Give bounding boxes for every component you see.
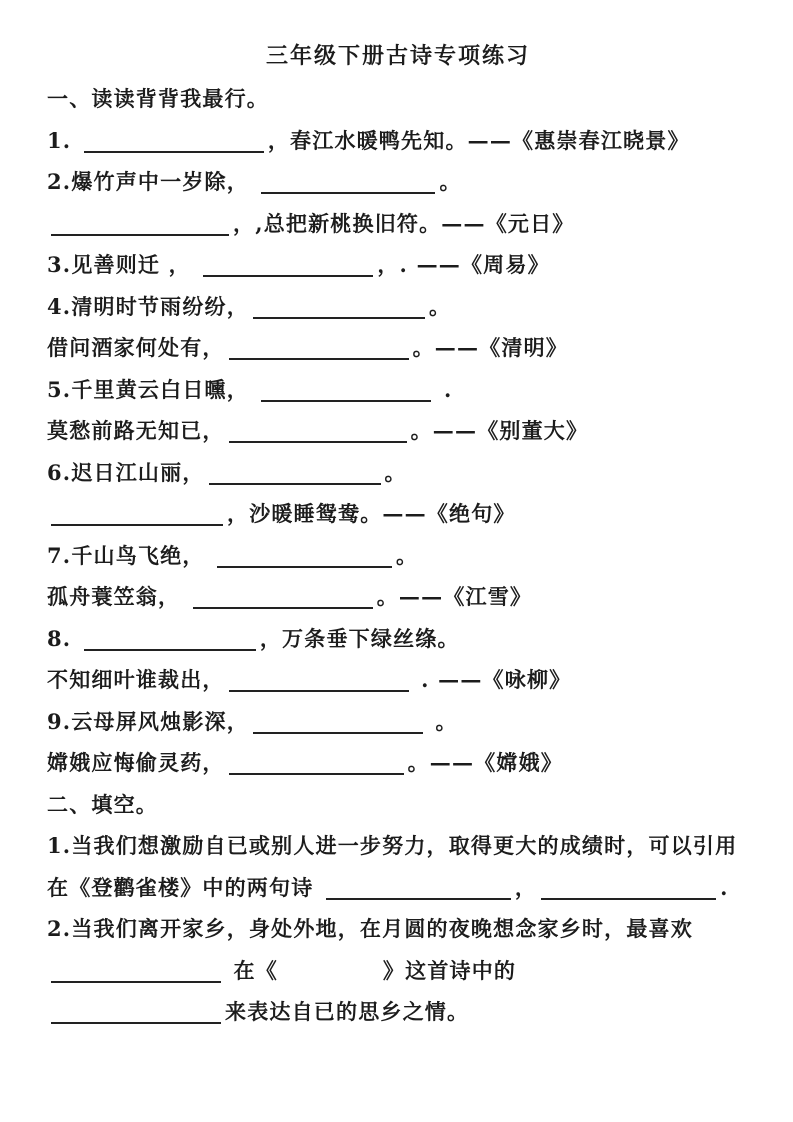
s1-q2-line1	[47, 161, 749, 203]
s1-q4-line2-text-0: 借问酒家何处有，	[47, 335, 225, 360]
s1-q8-line2-text-2: . ——《咏柳》	[412, 667, 572, 692]
blank-line	[203, 273, 373, 277]
s1-q6-line1	[47, 452, 749, 494]
s1-q6-line1-text-0: 6.迟日江山丽，	[47, 459, 205, 485]
section2-heading-text-0: 二、填空。	[47, 791, 158, 817]
blank-line	[541, 896, 716, 900]
blank-line	[229, 439, 407, 443]
s2-q1-line1	[47, 825, 749, 867]
s1-q7-line2	[47, 576, 749, 618]
s2-q1-line2	[47, 867, 749, 909]
s2-q2-line1	[47, 908, 749, 950]
s1-q7-line1	[47, 535, 749, 577]
s1-q5-line1-text-0: 5.千里黄云白日曛，	[47, 376, 258, 402]
blank-line	[326, 896, 511, 900]
s1-q4-line2	[47, 327, 749, 369]
blank-line	[51, 979, 221, 983]
s1-q9-line2	[47, 742, 749, 784]
s1-q1-text-2: ，春江水暖鸭先知。——《惠崇春江晓景》	[267, 127, 690, 153]
s2-q1-line1-text-0: 1.当我们想激励自已或别人进一步努力，取得更大的成绩时，可以引用	[47, 833, 738, 858]
blank-line	[51, 522, 223, 526]
blank-line	[51, 232, 229, 236]
blank-line	[229, 771, 404, 775]
s1-q9-line1	[47, 701, 749, 743]
s1-q9-line1-text-2: 。	[426, 708, 458, 734]
s1-q2-line1-text-0: 2.爆竹声中一岁除，	[47, 169, 258, 194]
blank-line	[84, 149, 264, 153]
s1-q1	[47, 120, 749, 162]
s1-q8-line2-text-0: 不知细叶谁裁出，	[47, 667, 225, 692]
blank-line	[253, 315, 425, 319]
s1-q3	[47, 244, 749, 286]
worksheet-lines	[47, 78, 749, 1033]
s1-q2-line1-text-2: 。	[439, 169, 462, 194]
s1-q5-line2-text-0: 莫愁前路无知已，	[47, 418, 225, 443]
s1-q4-line1	[47, 286, 749, 328]
s1-q5-line2-text-2: 。——《别董大》	[410, 418, 589, 443]
blank-line	[229, 356, 409, 360]
section1-heading	[47, 78, 749, 120]
s1-q4-line1-text-2: 。	[428, 293, 452, 319]
s1-q6-line1-text-2: 。	[384, 459, 407, 485]
s1-q6-line2-text-1: ，沙暖睡鸳鸯。——《绝句》	[227, 501, 516, 526]
s2-q1-line2-text-4: .	[720, 874, 729, 900]
section2-heading	[47, 784, 749, 826]
blank-line	[217, 564, 392, 568]
s1-q7-line2-text-0: 孤舟蓑笠翁，	[47, 584, 189, 609]
s1-q2-line2-text-1: ，,总把新桃换旧符。——《元日》	[233, 210, 575, 236]
s1-q7-line2-text-2: 。——《江雪》	[376, 584, 533, 609]
s2-q2-line2-text-1: 在《	[225, 957, 278, 983]
s1-q9-line2-text-0: 嫦娥应悔偷灵药，	[47, 750, 225, 775]
s2-q2-line2-text-3: 》这首诗中的	[382, 957, 517, 983]
blank-line	[209, 481, 381, 485]
s1-q1-text-0: 1.	[47, 127, 80, 153]
blank-line	[51, 1020, 221, 1024]
s1-q5-line1-text-2: .	[435, 376, 453, 402]
s1-q9-line1-text-0: 9.云母屏风烛影深，	[47, 708, 249, 734]
blank-line	[253, 730, 423, 734]
s1-q5-line2	[47, 410, 749, 452]
s1-q8-line1-text-2: ，万条垂下绿丝绦。	[259, 625, 460, 651]
blank-line	[229, 688, 409, 692]
blank-line	[84, 647, 256, 651]
s1-q8-line1	[47, 618, 749, 660]
s2-q2-line1-text-0: 2.当我们离开家乡，身处外地，在月圆的夜晚想念家乡时，最喜欢	[47, 916, 693, 941]
blank-line	[261, 190, 435, 194]
s2-q2-line3-text-1: 来表达自已的思乡之情。	[225, 999, 470, 1024]
s1-q4-line2-text-2: 。——《清明》	[412, 335, 569, 360]
answer-gap	[278, 976, 383, 978]
s1-q6-line2	[47, 493, 749, 535]
s1-q8-line1-text-0: 8.	[47, 625, 80, 651]
page-title: 三年级下册古诗专项练习	[265, 43, 530, 69]
s1-q3-text-0: 3.见善则迁 ，	[47, 252, 200, 277]
s1-q7-line1-text-2: 。	[396, 542, 419, 568]
s1-q8-line2	[47, 659, 749, 701]
blank-line	[261, 398, 431, 402]
s1-q3-text-2: ，. ——《周易》	[377, 252, 550, 277]
s1-q2-line2	[47, 203, 749, 245]
s1-q9-line2-text-2: 。——《嫦娥》	[407, 750, 564, 775]
s2-q2-line2	[47, 950, 749, 992]
s2-q2-line3	[47, 991, 749, 1033]
section1-heading-text-0: 一、读读背背我最行。	[47, 86, 269, 111]
s2-q1-line2-text-0: 在《登鹳雀楼》中的两句诗	[47, 874, 322, 900]
s2-q1-line2-text-2: ，	[514, 874, 538, 900]
s1-q5-line1	[47, 369, 749, 411]
blank-line	[193, 605, 373, 609]
s1-q4-line1-text-0: 4.清明时节雨纷纷，	[47, 293, 249, 319]
s1-q7-line1-text-0: 7.千山鸟飞绝，	[47, 542, 214, 568]
